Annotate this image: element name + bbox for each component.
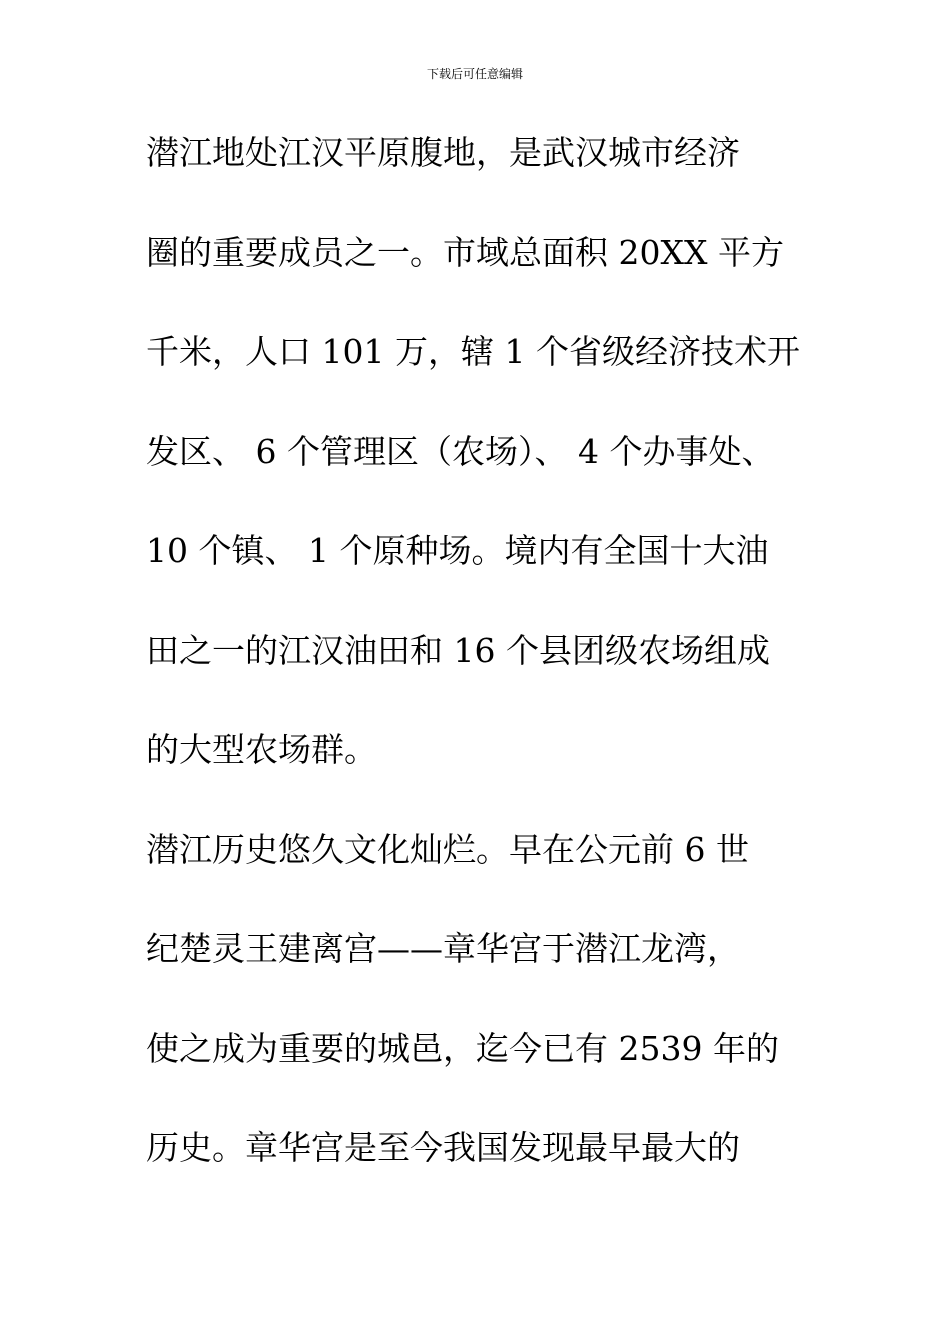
header-note: 下载后可任意编辑 (426, 67, 523, 81)
text-line: 的大型农场群。 (146, 730, 377, 769)
text-line: 千米，人口 101 万，辖 1 个省级经济技术开 (146, 332, 800, 371)
text-line: 潜江历史悠久文化灿烂。早在公元前 6 世 (146, 829, 749, 869)
text-line: 使之成为重要的城邑，迄今已有 2539 年的 (146, 1028, 779, 1068)
text-line: 潜江地处江汉平原腹地，是武汉城市经济 (146, 133, 740, 172)
text-line: 纪楚灵王建离宫——章华宫于潜江龙湾， (146, 929, 740, 968)
text-line: 10 个镇、 1 个原种场。境内有全国十大油 (146, 531, 769, 570)
body-text (146, 128, 826, 1223)
text-line: 田之一的江汉油田和 16 个县团级农场组成 (146, 630, 770, 670)
text-line: 发区、 6 个管理区（农场）、 4 个办事处、 (146, 431, 775, 471)
text-line: 圈的重要成员之一。市域总面积 20XX 平方 (146, 232, 784, 272)
text-line: 历史。章华宫是至今我国发现最早最大的 (146, 1128, 740, 1167)
